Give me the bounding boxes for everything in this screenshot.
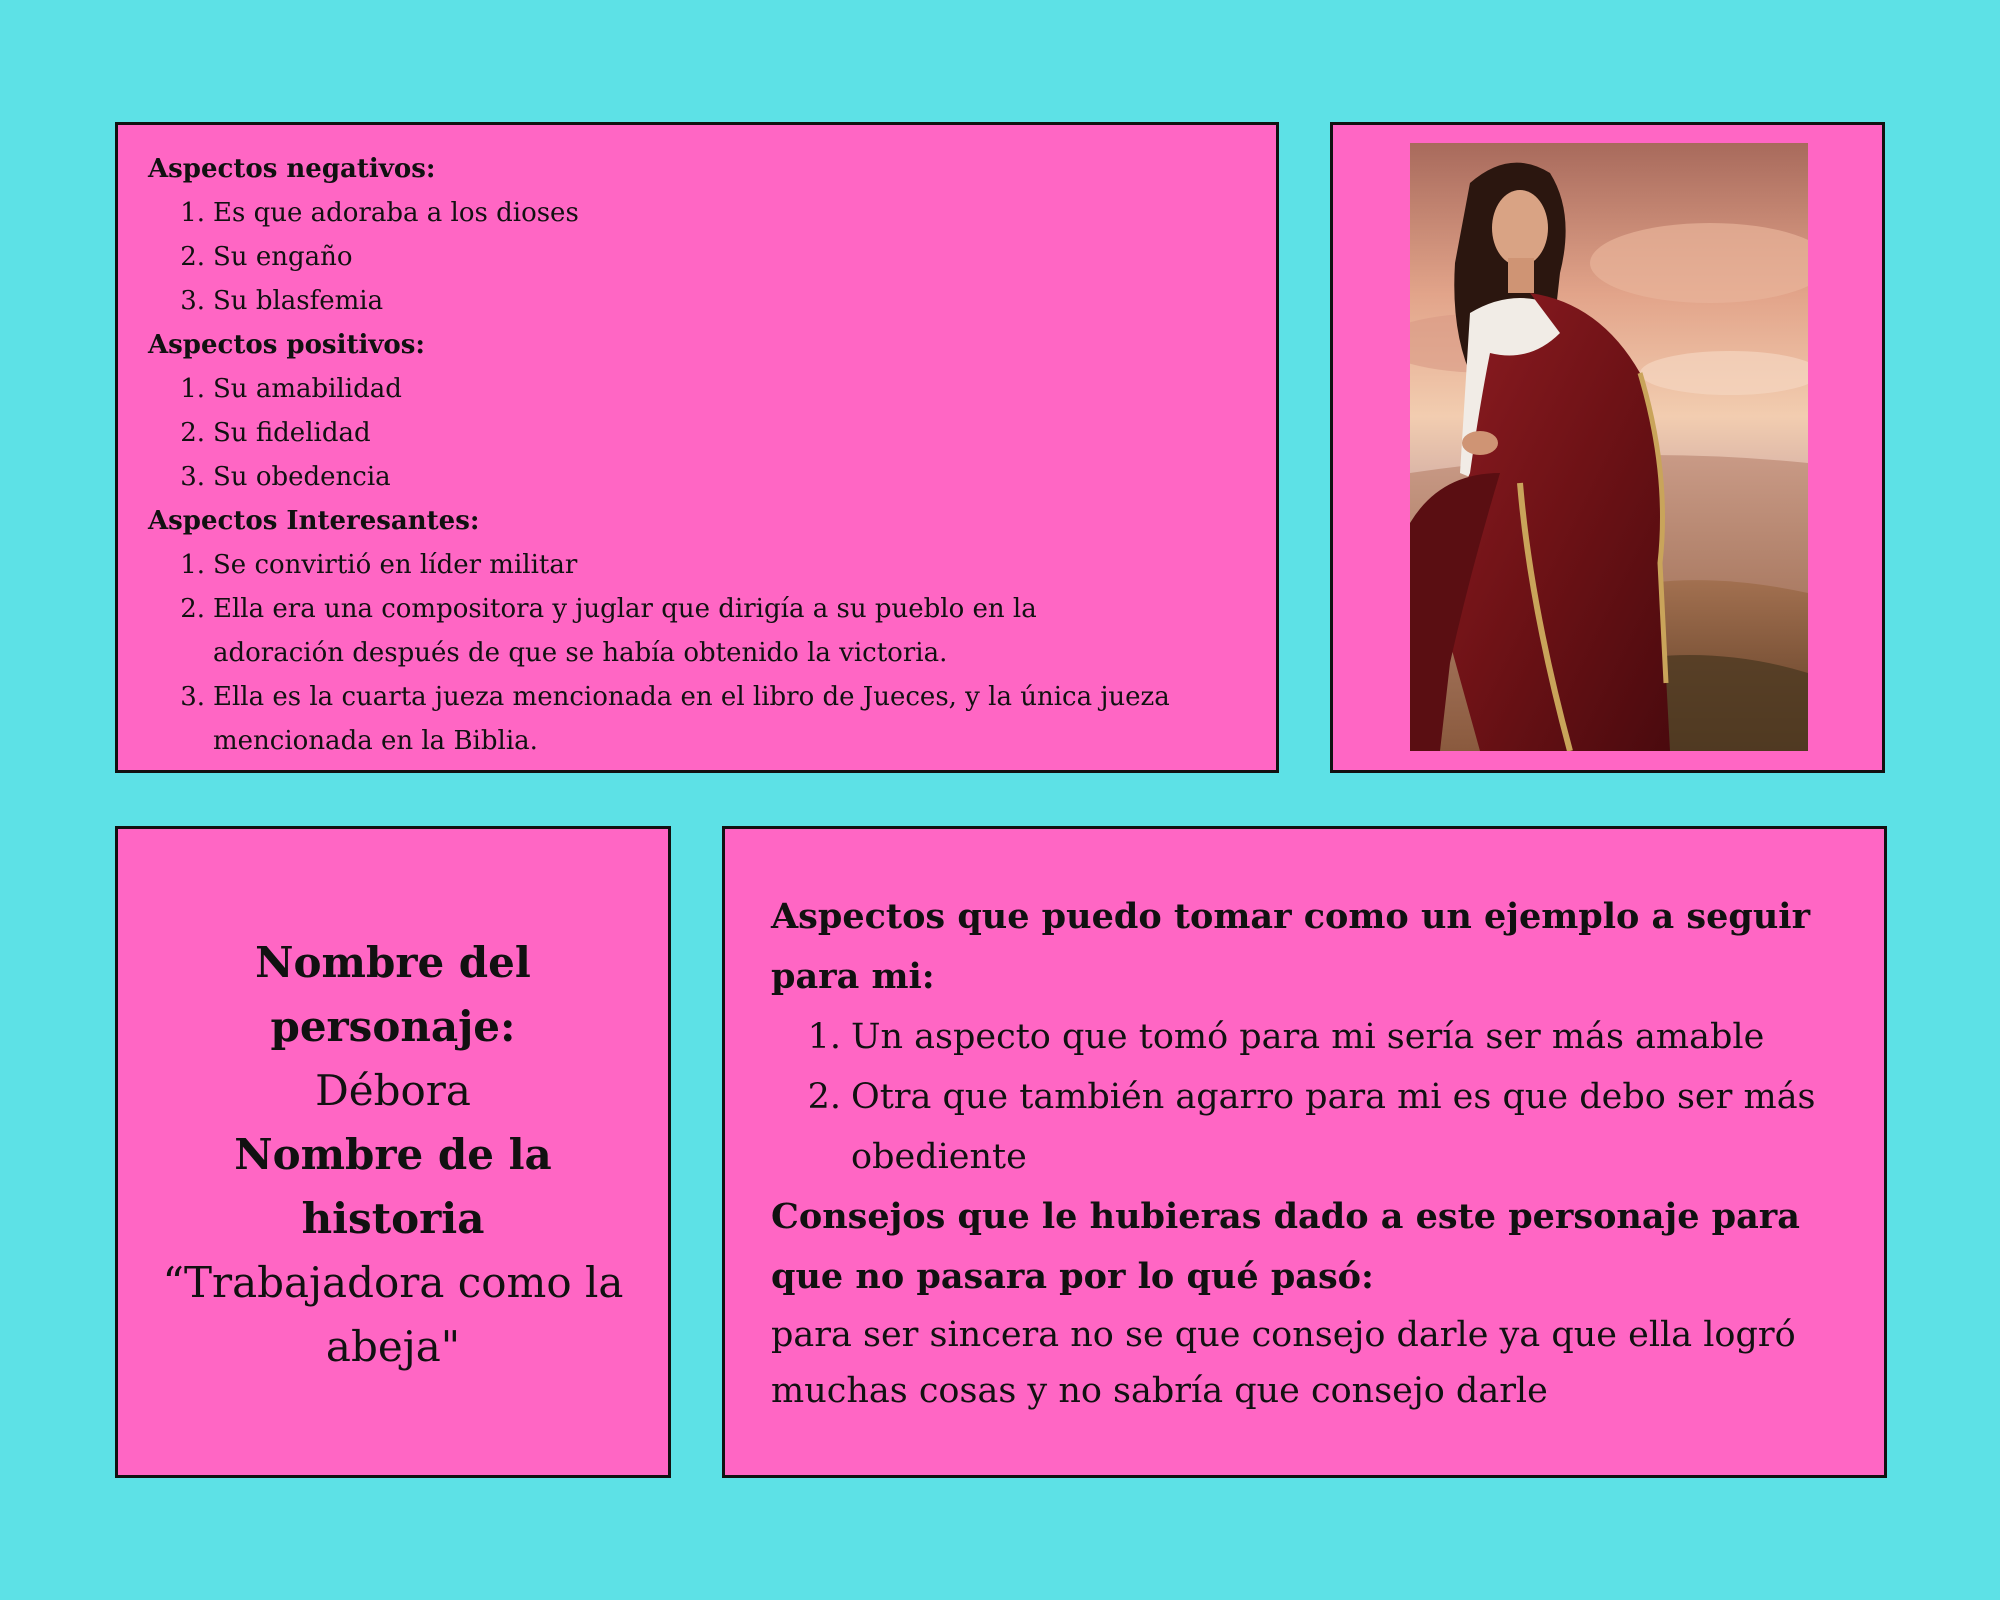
name-block: [118, 931, 668, 1379]
character-label: Nombre del personaje:: [255, 938, 531, 1051]
list-item: 2. Su engaño: [180, 242, 353, 272]
portrait-card: [1330, 122, 1885, 773]
positive-aspects-heading: Aspectos positivos:: [148, 330, 426, 360]
list-item: 1. Su amabilidad: [180, 374, 402, 404]
example-list: [771, 1007, 1838, 1187]
advice-heading: Consejos que le hubieras dado a este personaje para que no pasara por lo qué pasó:: [771, 1196, 1800, 1297]
example-advice-card: [722, 826, 1887, 1478]
character-name-card: [115, 826, 671, 1478]
list-item: 2. Otra que también agarro para mi es que debo ser más obediente: [807, 1077, 1816, 1177]
story-name: “Trabajadora como la abeja": [162, 1258, 624, 1371]
list-item: 1. Se convirtió en líder militar: [180, 550, 578, 580]
list-item: 1. Es que adoraba a los dioses: [180, 198, 579, 228]
advice-text: para ser sincera no se que consejo darle ya que ella logró muchas cosas y no sabría que consejo darle: [771, 1315, 1796, 1411]
list-item: 3. Ella es la cuarta jueza mencionada en el libro de Jueces, y la única jueza mencionada en la Biblia.: [180, 682, 1170, 756]
list-item: 3. Su obedencia: [180, 462, 391, 492]
example-heading: Aspectos que puedo tomar como un ejemplo a seguir para mi:: [771, 896, 1811, 997]
positive-aspects-list: [148, 367, 1246, 499]
list-item: 1. Un aspecto que tomó para mi sería ser más amable: [807, 1017, 1765, 1057]
story-label: Nombre de la historia: [234, 1130, 552, 1243]
character-name: Débora: [315, 1066, 471, 1115]
interesting-aspects-list: [148, 543, 1246, 763]
negative-aspects-heading: Aspectos negativos:: [148, 154, 436, 184]
aspects-card: [115, 122, 1279, 773]
interesting-aspects-heading: Aspectos Interesantes:: [148, 506, 480, 536]
list-item: 3. Su blasfemia: [180, 286, 384, 316]
list-item: 2. Ella era una compositora y juglar que dirigía a su pueblo en la adoración después de que se había obtenido la victoria.: [180, 594, 1037, 668]
list-item: 2. Su fidelidad: [180, 418, 371, 448]
portrait-image: [1410, 143, 1808, 751]
negative-aspects-list: [148, 191, 1246, 323]
